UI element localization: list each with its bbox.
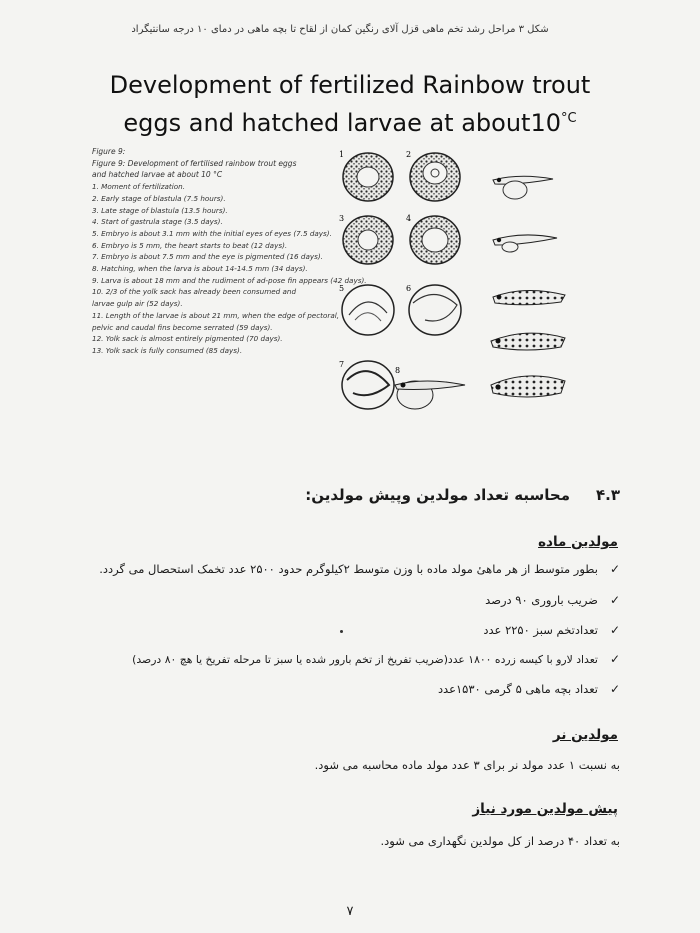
panel-number: 7: [339, 360, 345, 369]
panel-number: 1: [339, 150, 345, 159]
figure-step: 3. Late stage of blastula (13.5 hours).: [92, 205, 228, 215]
figure-title: [0, 68, 700, 140]
bullet-text: بطور متوسط از هر ماهیٔ مولد ماده با وزن متوسط ۲کیلوگرم حدود ۲۵۰۰ عدد تخمک استحصال می گردد.: [99, 562, 598, 576]
egg-stage-7: [339, 360, 394, 409]
egg-stage-1: [339, 150, 393, 201]
title-line-1: Development of fertilized Rainbow trout: [109, 71, 591, 99]
male-broodstock-heading: مولدین نر: [552, 727, 618, 743]
section-heading: [305, 486, 620, 504]
panel-number: 4: [406, 214, 412, 223]
panel-number: 8: [395, 366, 401, 375]
figure-step: 8. Hatching, when the larva is about 14-14.5 mm (34 days).: [92, 264, 308, 274]
panel-number: 6: [406, 284, 412, 293]
figure-step: 13. Yolk sack is fully consumed (85 days).: [92, 345, 243, 355]
figure-step: 12. Yolk sack is almost entirely pigmented (70 days).: [92, 334, 283, 344]
figure-step: 9. Larva is about 18 mm and the rudiment of ad-pose fin appears (42 days).: [92, 275, 367, 285]
pre-broodstock-text: به تعداد ۴۰ درصد از کل مولدین نگهداری می شود.: [380, 834, 620, 848]
larva-stage-12: [491, 333, 565, 350]
figure-caption-persian: شکل ۳ مراحل رشد تخم ماهی قزل آلای رنگین کمان از لقاح تا بچه ماهی در دمای ۱۰ درجه سانتیگراد: [131, 24, 549, 35]
check-icon: ✓: [609, 682, 620, 696]
larva-stage-10: [493, 235, 557, 252]
section-number: ۴.۳: [595, 486, 620, 504]
figure-step: larvae gulp air (52 days).: [92, 299, 183, 309]
panel-number: 5: [339, 284, 345, 293]
trout-development-illustration: [335, 145, 567, 420]
check-icon: ✓: [609, 593, 620, 607]
larva-stage-11: [493, 290, 565, 304]
female-bullet-1: [99, 562, 620, 576]
figure-step: 5. Embryo is about 3.1 mm with the initial eyes of eyes (7.5 days).: [92, 228, 332, 238]
page-number: ۷: [346, 904, 354, 919]
figure-heading-2: and hatched larvae at about 10 °C: [92, 170, 223, 180]
scan-speck: [340, 630, 343, 633]
egg-stage-6: [406, 284, 461, 335]
female-bullet-4: [132, 652, 620, 666]
bullet-text: ضریب باروری ۹۰ درصد: [485, 593, 598, 607]
female-bullet-2: [485, 593, 620, 607]
egg-stage-4: [406, 214, 460, 264]
larva-stage-13: [491, 376, 565, 397]
bullet-text: تعداد بچه ماهی ۵ گرمی ۱۵۳۰عدد: [437, 682, 598, 696]
figure-step: 1. Moment of fertilization.: [92, 182, 185, 192]
panel-number: 2: [406, 150, 412, 159]
bullet-text: تعداد لارو با کیسه زرده ۱۸۰۰ عدد(ضریب تفریخ از تخم بارور شده یا سبز تا مرحله تفریخ یا هچ ۸۰ درصد): [132, 653, 598, 666]
figure-legend: [92, 146, 367, 357]
figure-step: 2. Early stage of blastula (7.5 hours).: [92, 193, 226, 203]
check-icon: ✓: [609, 562, 620, 576]
egg-stage-3: [339, 214, 393, 264]
figure-step: 4. Start of gastrula stage (3.5 days).: [92, 217, 223, 227]
figure-step: 10. 2/3 of the yolk sack has already been consumed and: [92, 287, 297, 297]
hatched-larva: [395, 366, 465, 409]
check-icon: ✓: [609, 652, 620, 666]
bullet-text: تعدادتخم سبز ۲۲۵۰ عدد: [483, 623, 598, 637]
figure-heading-1: Figure 9: Development of fertilised rainbow trout eggs: [92, 158, 297, 168]
section-title: محاسبه تعداد مولدین وپیش مولدین:: [305, 486, 570, 504]
title-line-2: [0, 102, 700, 140]
title-degree: °C: [561, 111, 577, 126]
figure-step: 7. Embryo is about 7.5 mm and the eye is pigmented (16 days).: [92, 252, 323, 262]
figure-step: 6. Embryo is 5 mm, the heart starts to beat (12 days).: [92, 240, 288, 250]
check-icon: ✓: [609, 623, 620, 637]
larva-stage-9: [493, 176, 553, 199]
figure-label: Figure 9:: [92, 147, 126, 156]
female-broodstock-heading: مولدین ماده: [538, 534, 618, 550]
figure-step: pelvic and caudal fins become serrated (59 days).: [92, 322, 273, 332]
figure-step: 11. Length of the larvae is about 21 mm, when the edge of pectoral,: [92, 310, 340, 320]
egg-stage-5: [339, 284, 394, 335]
egg-stage-2: [406, 150, 460, 201]
female-bullet-3: [483, 623, 620, 637]
female-bullet-5: [438, 682, 620, 696]
title-line-2-text: eggs and hatched larvae at about10: [123, 109, 561, 137]
pre-broodstock-heading: پیش مولدین مورد نیاز: [472, 801, 618, 817]
panel-number: 3: [339, 214, 345, 223]
male-broodstock-text: به نسبت ۱ عدد مولد نر برای ۳ عدد مولد ماده محاسبه می شود.: [314, 758, 620, 772]
